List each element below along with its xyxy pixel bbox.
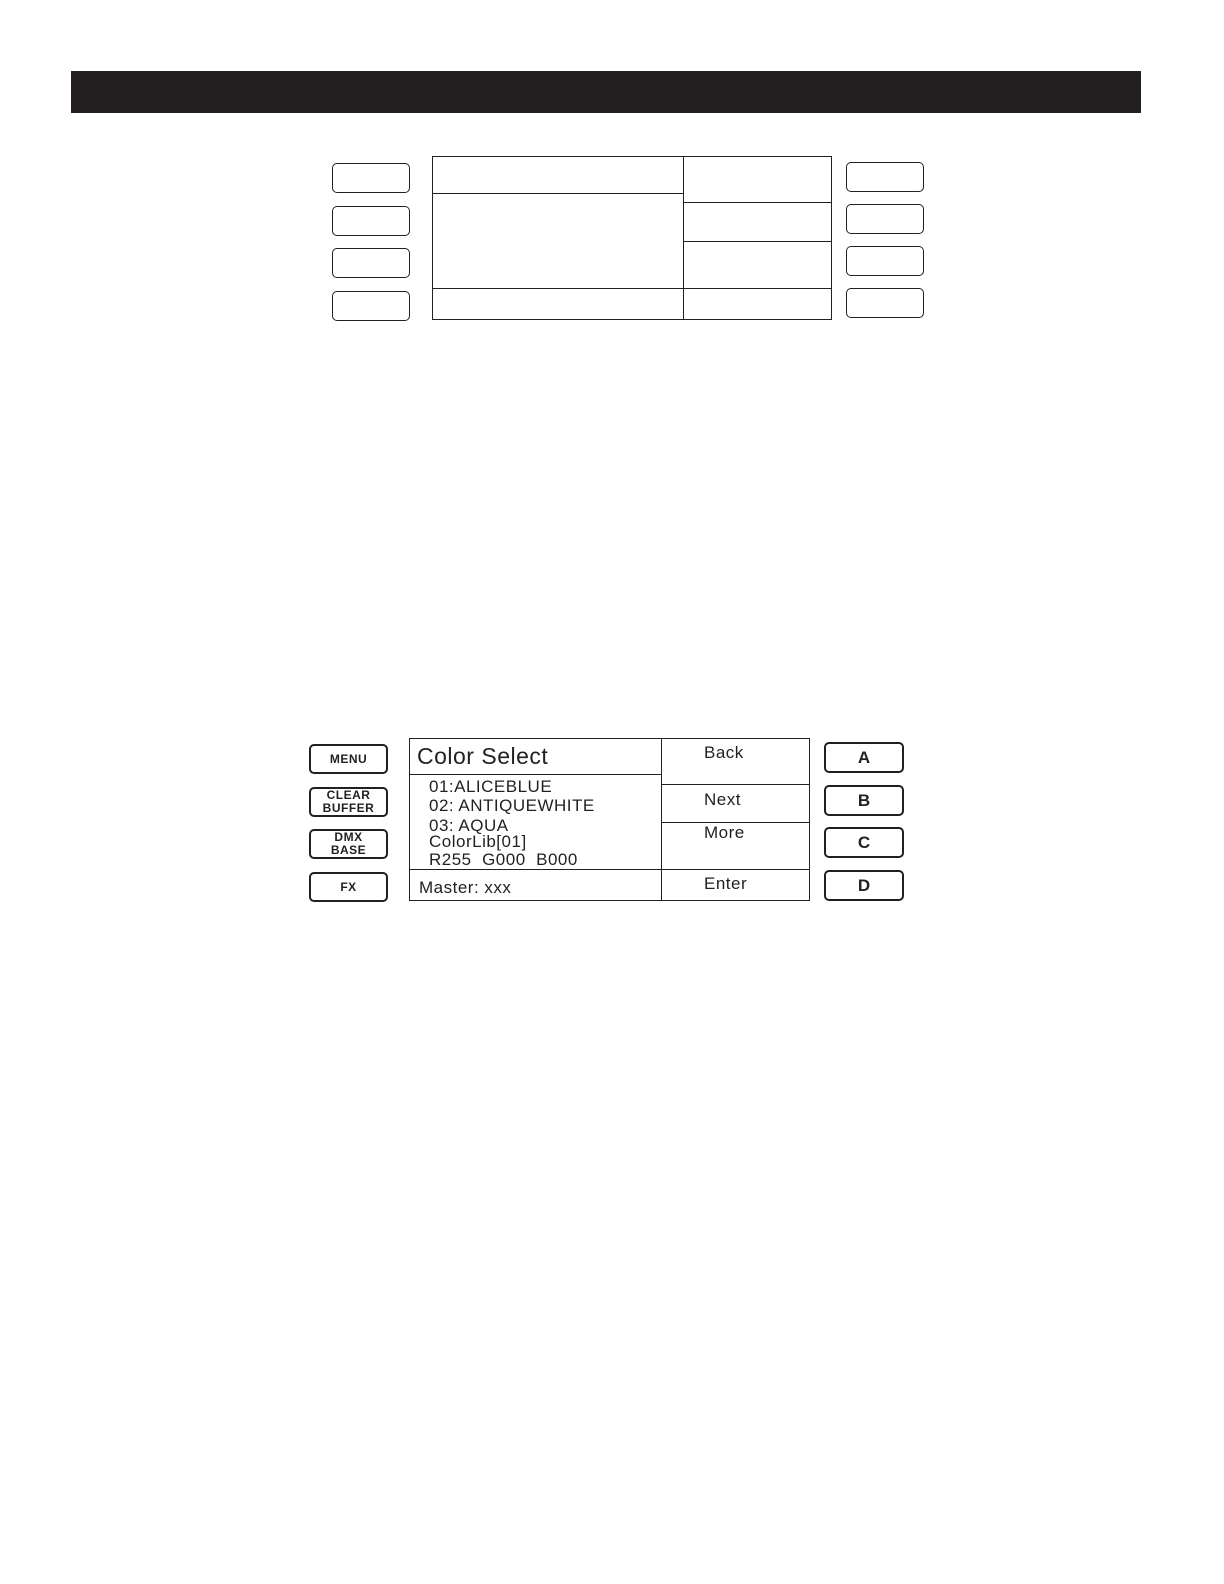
d-button[interactable] [824, 870, 904, 901]
color-list-item: 02: ANTIQUEWHITE [429, 796, 595, 815]
blank-right-button-1[interactable] [846, 162, 924, 192]
option-back: Back [704, 743, 744, 762]
option-next: Next [704, 790, 741, 809]
blank-left-button-2[interactable] [332, 206, 410, 236]
dmx-base-label-line1: DMX [334, 830, 363, 844]
master-level: Master: xxx [419, 878, 512, 897]
clear-buffer-label-line2: BUFFER [322, 801, 375, 815]
menu-button-label: MENU [329, 751, 368, 766]
blank-left-button-3[interactable] [332, 248, 410, 278]
dmx-base-label-line2: BASE [330, 843, 367, 857]
blank-right-button-2[interactable] [846, 204, 924, 234]
section-header-bar [71, 71, 1141, 113]
lcd-divider [410, 774, 661, 775]
blank-lcd-divider [683, 241, 831, 242]
clear-buffer-button[interactable] [309, 787, 388, 817]
rgb-value-readout: R255 G000 B000 [429, 850, 578, 869]
lcd-divider [410, 869, 809, 870]
option-enter: Enter [704, 874, 748, 893]
color-list-item: 03: AQUA [429, 816, 509, 835]
blank-left-button-4[interactable] [332, 291, 410, 321]
dmx-base-button[interactable] [309, 829, 388, 859]
color-library-label: ColorLib[01] [429, 832, 527, 851]
blank-right-button-3[interactable] [846, 246, 924, 276]
color-list-item: 01:ALICEBLUE [429, 777, 553, 796]
blank-lcd-divider [683, 157, 684, 319]
b-button-label: B [857, 790, 871, 810]
blank-lcd-divider [433, 288, 831, 289]
lcd-divider [661, 739, 662, 900]
lcd-screen [409, 738, 810, 901]
a-button-label: A [857, 747, 871, 767]
lcd-title: Color Select [417, 743, 549, 769]
a-button[interactable] [824, 742, 904, 773]
option-more: More [704, 823, 745, 842]
b-button[interactable] [824, 785, 904, 816]
c-button[interactable] [824, 827, 904, 858]
blank-lcd-divider [683, 202, 831, 203]
fx-button-label: FX [340, 879, 357, 894]
blank-right-button-4[interactable] [846, 288, 924, 318]
blank-lcd-divider [433, 193, 683, 194]
clear-buffer-label-line1: CLEAR [326, 788, 371, 802]
blank-left-button-1[interactable] [332, 163, 410, 193]
blank-lcd-screen [432, 156, 832, 320]
menu-button[interactable] [309, 744, 388, 774]
c-button-label: C [857, 832, 871, 852]
fx-button[interactable] [309, 872, 388, 902]
d-button-label: D [857, 875, 871, 895]
lcd-divider [661, 784, 809, 785]
